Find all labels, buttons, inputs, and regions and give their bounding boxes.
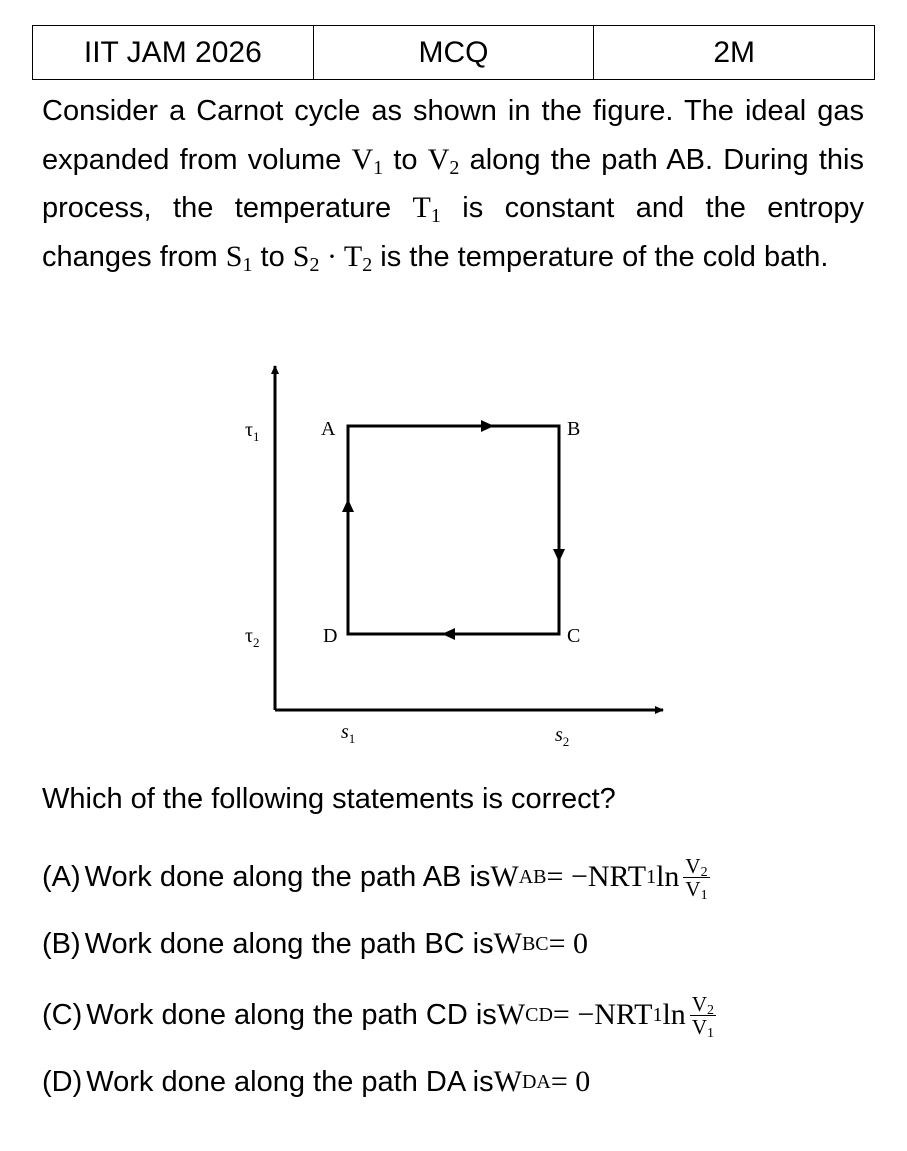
- option-b[interactable]: (B) Work done along the path BC is W BC = 0: [42, 927, 589, 960]
- question-prompt: Which of the following statements is correct?: [42, 783, 616, 815]
- exam-name: IIT JAM 2026: [33, 26, 314, 80]
- carnot-ts-diagram: [235, 352, 665, 754]
- label-b: B: [567, 418, 581, 440]
- arrow-da: [342, 499, 354, 512]
- arrow-cd: [442, 628, 455, 640]
- question-text: Consider a Carnot cycle as shown in the figure. The ideal gas expanded from volume $V_1$ to $V_2$ along the path AB. During this process, the temperature $T_1$ is constant and the entropy changes from $S_1$ to $S_2 \cdot T_2$ is the temperature of the cold bath.: [42, 95, 864, 276]
- x-tick-s2: $s_2$: [555, 724, 570, 749]
- option-d[interactable]: (D) Work done along the path DA is W DA = 0: [42, 1065, 591, 1098]
- y-tick-t1: $\tau_1$: [245, 419, 260, 444]
- arrow-bc: [553, 549, 565, 562]
- option-a[interactable]: (A) Work done along the path AB is W AB = −NRT 1 ln $\frac{V_2}{V_1}$: [42, 853, 708, 903]
- x-tick-s1: $s_1$: [341, 721, 356, 746]
- y-tick-t2: $\tau_2$: [245, 625, 260, 650]
- label-d: D: [323, 625, 338, 647]
- cycle-path: [348, 426, 559, 634]
- header-table: [32, 25, 875, 80]
- question-type: MCQ: [313, 26, 594, 80]
- arrow-ab: [481, 420, 494, 432]
- option-c[interactable]: (C) Work done along the path CD is W CD = −NRT 1 ln $\frac{V_2}{V_1}$: [42, 991, 714, 1041]
- label-c: C: [567, 625, 581, 647]
- marks: 2M: [594, 26, 875, 80]
- label-a: A: [321, 418, 336, 440]
